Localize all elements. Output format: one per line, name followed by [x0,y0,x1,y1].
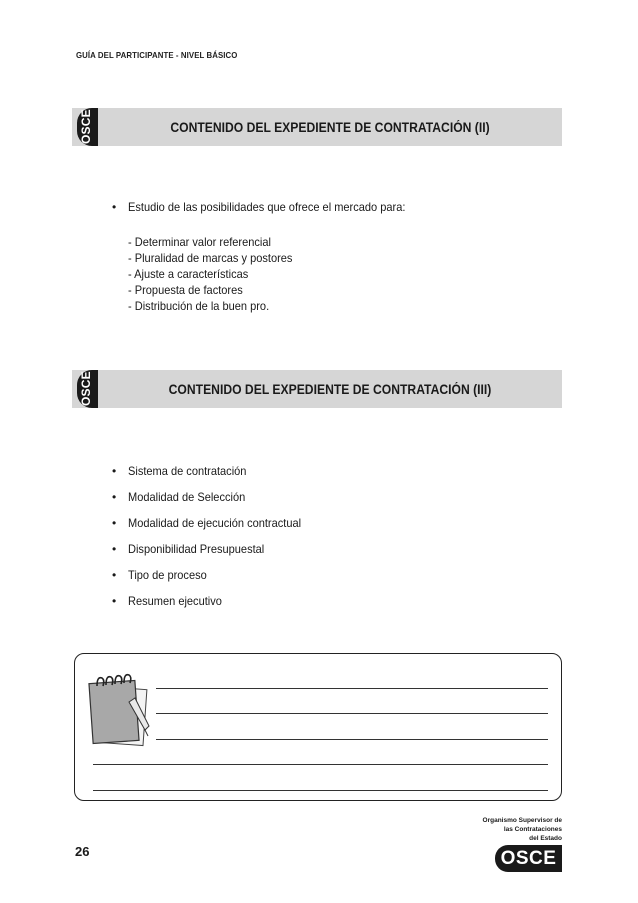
list-item: • Estudio de las posibilidades que ofrece el mercado para: [112,200,406,214]
section-header-ii [72,108,562,146]
list-item: • Modalidad de Selección [112,490,246,504]
list-item: • Sistema de contratación [112,464,247,478]
running-header: GUÍA DEL PARTICIPANTE - NIVEL BÁSICO [76,50,238,60]
note-line [156,739,548,740]
list-item: • Resumen ejecutivo [112,594,222,608]
section-title-ii: CONTENIDO DEL EXPEDIENTE DE CONTRATACIÓN (II) [170,119,490,135]
note-line [156,688,548,689]
section-iii-bullets [112,464,316,620]
sub-list-item: - Propuesta de factores [128,283,243,297]
bullet-icon: • [112,490,117,504]
list-item: • Disponibilidad Presupuestal [112,542,265,556]
osce-badge: OSCE [72,108,98,146]
list-item: • Modalidad de ejecución contractual [112,516,302,530]
sub-list-item: - Pluralidad de marcas y postores [128,251,293,265]
list-item: • Tipo de proceso [112,568,207,582]
footer-organization: Organismo Supervisor de las Contrataciones del Estado [482,817,562,842]
sub-list-item: - Ajuste a características [128,267,249,281]
section-ii-bullets [112,200,430,214]
bullet-icon: • [112,516,117,530]
bullet-icon: • [112,200,117,214]
sub-list-item: - Distribución de la buen pro. [128,299,270,313]
page-number: 26 [75,844,90,859]
section-title-iii: CONTENIDO DEL EXPEDIENTE DE CONTRATACIÓN (III) [168,381,492,397]
bullet-icon: • [112,542,117,556]
sub-list-item: - Determinar valor referencial [128,235,271,249]
bullet-icon: • [112,594,117,608]
note-line [93,764,548,765]
osce-badge: OSCE [72,370,98,408]
note-line [156,713,548,714]
osce-logo: OSCE [495,845,562,872]
bullet-icon: • [112,464,117,478]
note-line [93,790,548,791]
bullet-icon: • [112,568,117,582]
section-ii-sublist [128,234,307,314]
notepad-icon [85,670,155,748]
section-header-iii [72,370,562,408]
